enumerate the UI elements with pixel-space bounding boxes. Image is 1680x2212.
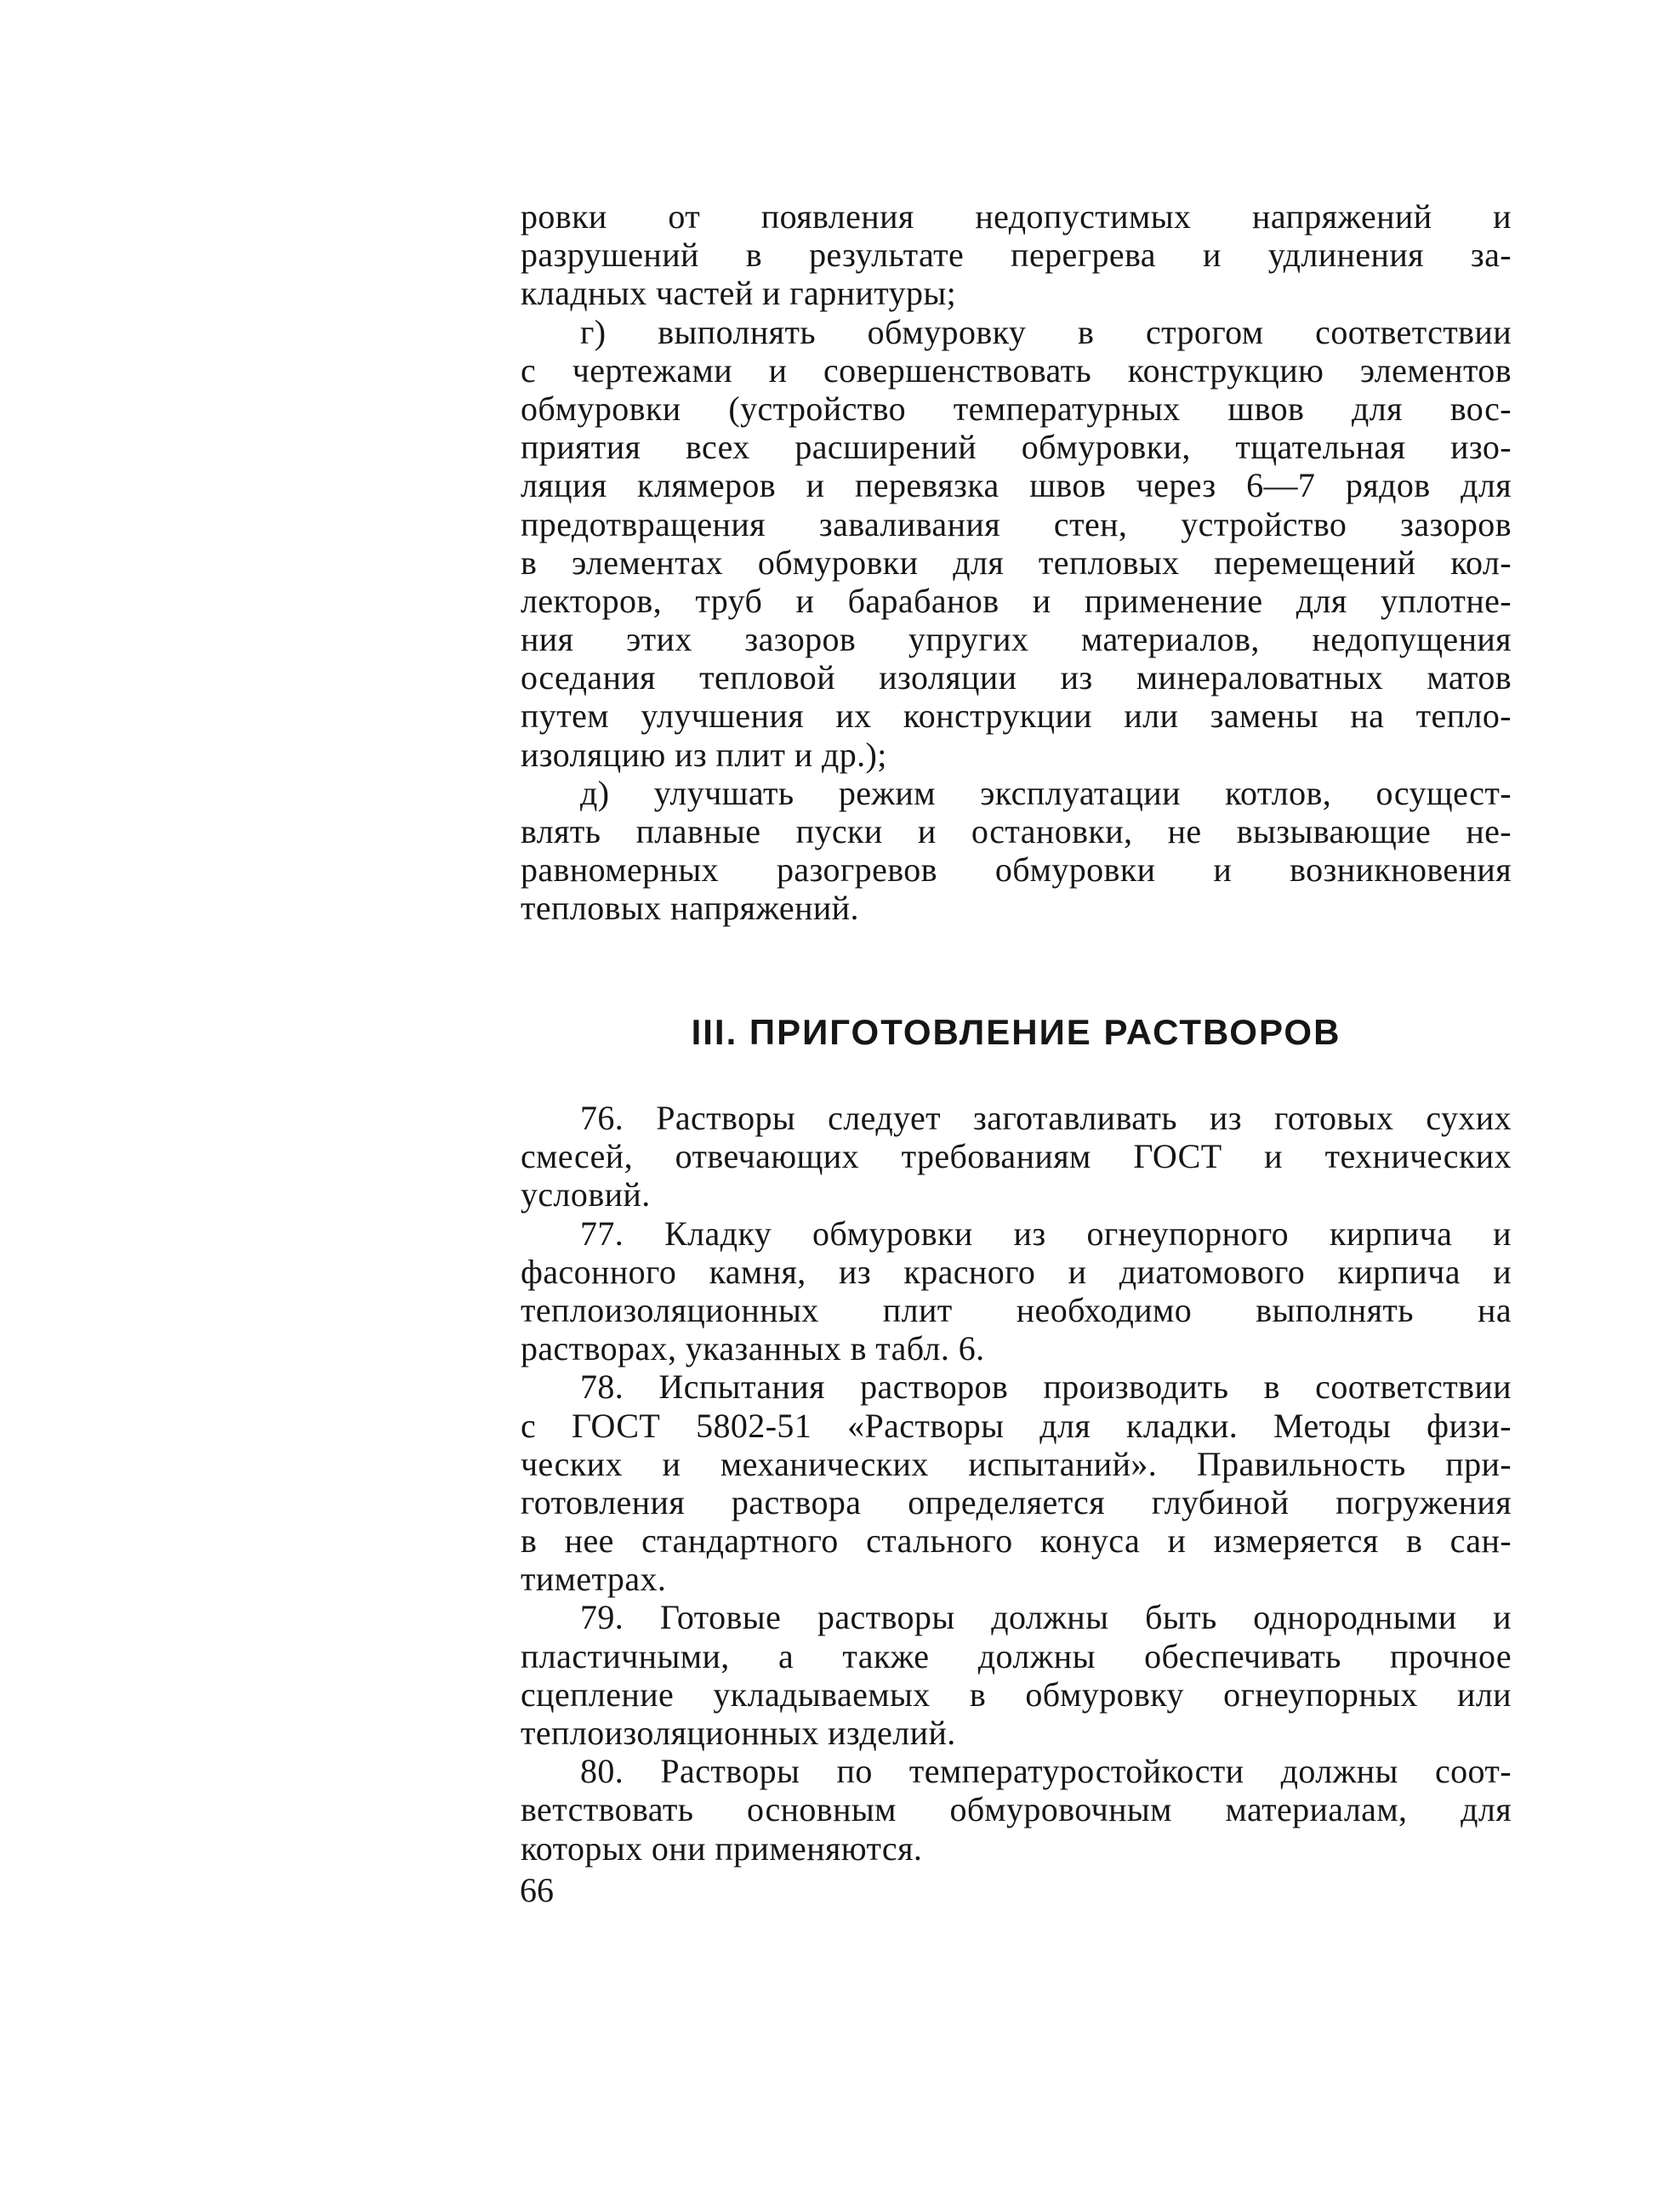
text-line: 78. Испытания растворов производить в соответствии bbox=[580, 1368, 1512, 1407]
text-line: пластичными, а также должны обеспечивать прочное bbox=[521, 1636, 1512, 1675]
text-block-bottom bbox=[521, 1099, 1512, 1868]
text-line: предотвращения заваливания стен, устройство зазоров bbox=[521, 504, 1512, 543]
text-line: растворах, указанных в табл. 6. bbox=[521, 1329, 985, 1368]
text-line: сцепление укладываемых в обмуровку огнеупорных или bbox=[521, 1675, 1512, 1714]
text-line: смесей, отвечающих требованиям ГОСТ и технических bbox=[521, 1137, 1512, 1176]
text-line: ния этих зазоров упругих материалов, недопущения bbox=[521, 620, 1512, 659]
text-line: обмуровки (устройство температурных швов для вос- bbox=[521, 389, 1512, 428]
text-line: лекторов, труб и барабанов и применение для уплотне- bbox=[521, 581, 1512, 620]
text-line: д) улучшать режим эксплуатации котлов, осущест- bbox=[580, 773, 1512, 812]
text-line: тиметрах. bbox=[521, 1560, 667, 1599]
text-line: изоляцию из плит и др.); bbox=[521, 735, 887, 774]
text-line: ляция клямеров и перевязка швов через 6—7 рядов для bbox=[521, 466, 1512, 505]
page-number: 66 bbox=[520, 1871, 554, 1909]
text-line: равномерных разогревов обмуровки и возникновения bbox=[521, 850, 1512, 890]
text-line: теплоизоляционных плит необходимо выполнять на bbox=[521, 1290, 1512, 1329]
text-line: кладных частей и гарнитуры; bbox=[521, 274, 957, 313]
text-line: г) выполнять обмуровку в строгом соответствии bbox=[580, 312, 1512, 351]
text-line: путем улучшения их конструкции или замены на тепло- bbox=[521, 697, 1512, 736]
text-line: теплоизоляционных изделий. bbox=[521, 1714, 956, 1752]
text-line: готовления раствора определяется глубиной погружения bbox=[521, 1482, 1512, 1521]
text-line: с чертежами и совершенствовать конструкцию элементов bbox=[521, 350, 1512, 390]
text-line: с ГОСТ 5802-51 «Растворы для кладки. Методы физи- bbox=[521, 1406, 1512, 1445]
text-line: которых они применяются. bbox=[521, 1828, 923, 1868]
text-line: 77. Кладку обмуровки из огнеупорного кирпича и bbox=[580, 1214, 1512, 1253]
text-line: 80. Растворы по температуростойкости должны соот- bbox=[580, 1752, 1512, 1791]
text-line: разрушений в результате перегрева и удлинения за- bbox=[521, 236, 1512, 275]
text-line: ветствовать основным обмуровочным материалам, для bbox=[521, 1790, 1512, 1829]
text-line: условий. bbox=[521, 1175, 651, 1214]
text-line: ческих и механических испытаний». Правильность при- bbox=[521, 1444, 1512, 1483]
text-line: 79. Готовые растворы должны быть однородными и bbox=[580, 1598, 1512, 1637]
section-heading: III. ПРИГОТОВЛЕНИЕ РАСТВОРОВ bbox=[691, 1012, 1341, 1052]
text-line: в нее стандартного стального конуса и измеряется в сан- bbox=[521, 1521, 1512, 1561]
text-line: 76. Растворы следует заготавливать из готовых сухих bbox=[580, 1099, 1512, 1137]
text-line: оседания тепловой изоляции из минераловатных матов bbox=[521, 658, 1512, 697]
text-line: приятия всех расширений обмуровки, тщательная изо- bbox=[521, 428, 1512, 467]
text-line: влять плавные пуски и остановки, не вызывающие не- bbox=[521, 812, 1512, 850]
text-line: ровки от появления недопустимых напряжений и bbox=[521, 197, 1512, 236]
text-line: тепловых напряжений. bbox=[521, 889, 859, 928]
text-block-top bbox=[521, 197, 1512, 928]
text-line: фасонного камня, из красного и диатомового кирпича и bbox=[521, 1252, 1512, 1291]
text-line: в элементах обмуровки для тепловых перемещений кол- bbox=[521, 543, 1512, 582]
